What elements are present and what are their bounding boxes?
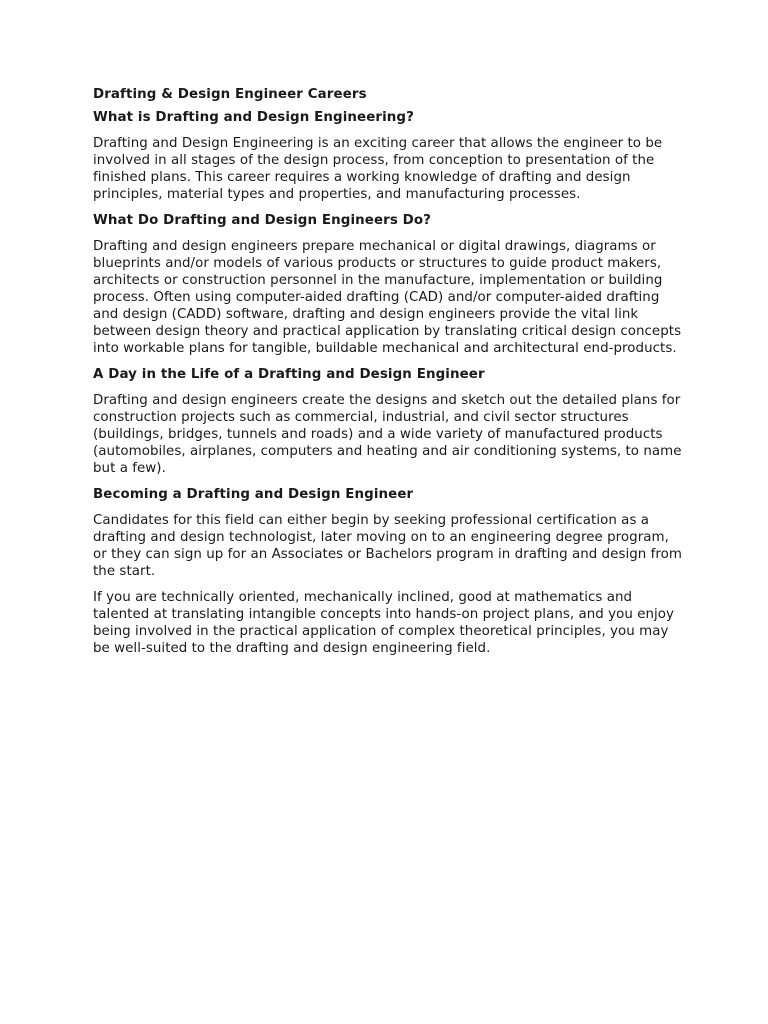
document-title: Drafting & Design Engineer Careers [93,87,367,102]
paragraph-what-do: Drafting and design engineers prepare mechanical or digital drawings, diagrams or blueprints and/or models of various products or structures to guide product makers, architects or construction personnel in the manufacture, implementation or building process. Often using computer-aided drafting (CAD) and/or computer-aided drafting and design (CADD) software, drafting and design engineers provide the vital link between design theory and practical application by translating critical design concepts into workable plans for tangible, buildable mechanical and architectural end-products. [93,239,682,356]
paragraph-day-in-life: Drafting and design engineers create the designs and sketch out the detailed plans for construction projects such as commercial, industrial, and civil sector structures (buildings, bridges, tunnels and roads) and a wide variety of manufactured products (automobiles, airplanes, computers and heating and air conditioning systems, to name but a few). [93,393,682,476]
document-page [93,86,683,666]
paragraph-becoming-1: Candidates for this field can either begin by seeking professional certification as a drafting and design technologist, later moving on to an engineering degree program, or they can sign up for an Associates or Bachelors program in drafting and design from the start. [93,513,682,579]
section-heading-day-in-life: A Day in the Life of a Drafting and Design Engineer [93,367,485,382]
paragraph-what-is: Drafting and Design Engineering is an exciting career that allows the engineer to be involved in all stages of the design process, from conception to presentation of the finished plans. This career requires a working knowledge of drafting and design principles, material types and properties, and manufacturing processes. [93,136,663,202]
section-heading-what-is: What is Drafting and Design Engineering? [93,110,414,125]
paragraph-becoming-2: If you are technically oriented, mechanically inclined, good at mathematics and talented at translating intangible concepts into hands-on project plans, and you enjoy being involved in the practical application of complex theoretical principles, you may be well-suited to the drafting and design engineering field. [93,590,675,656]
section-heading-what-do: What Do Drafting and Design Engineers Do? [93,213,432,228]
section-heading-becoming: Becoming a Drafting and Design Engineer [93,487,414,502]
